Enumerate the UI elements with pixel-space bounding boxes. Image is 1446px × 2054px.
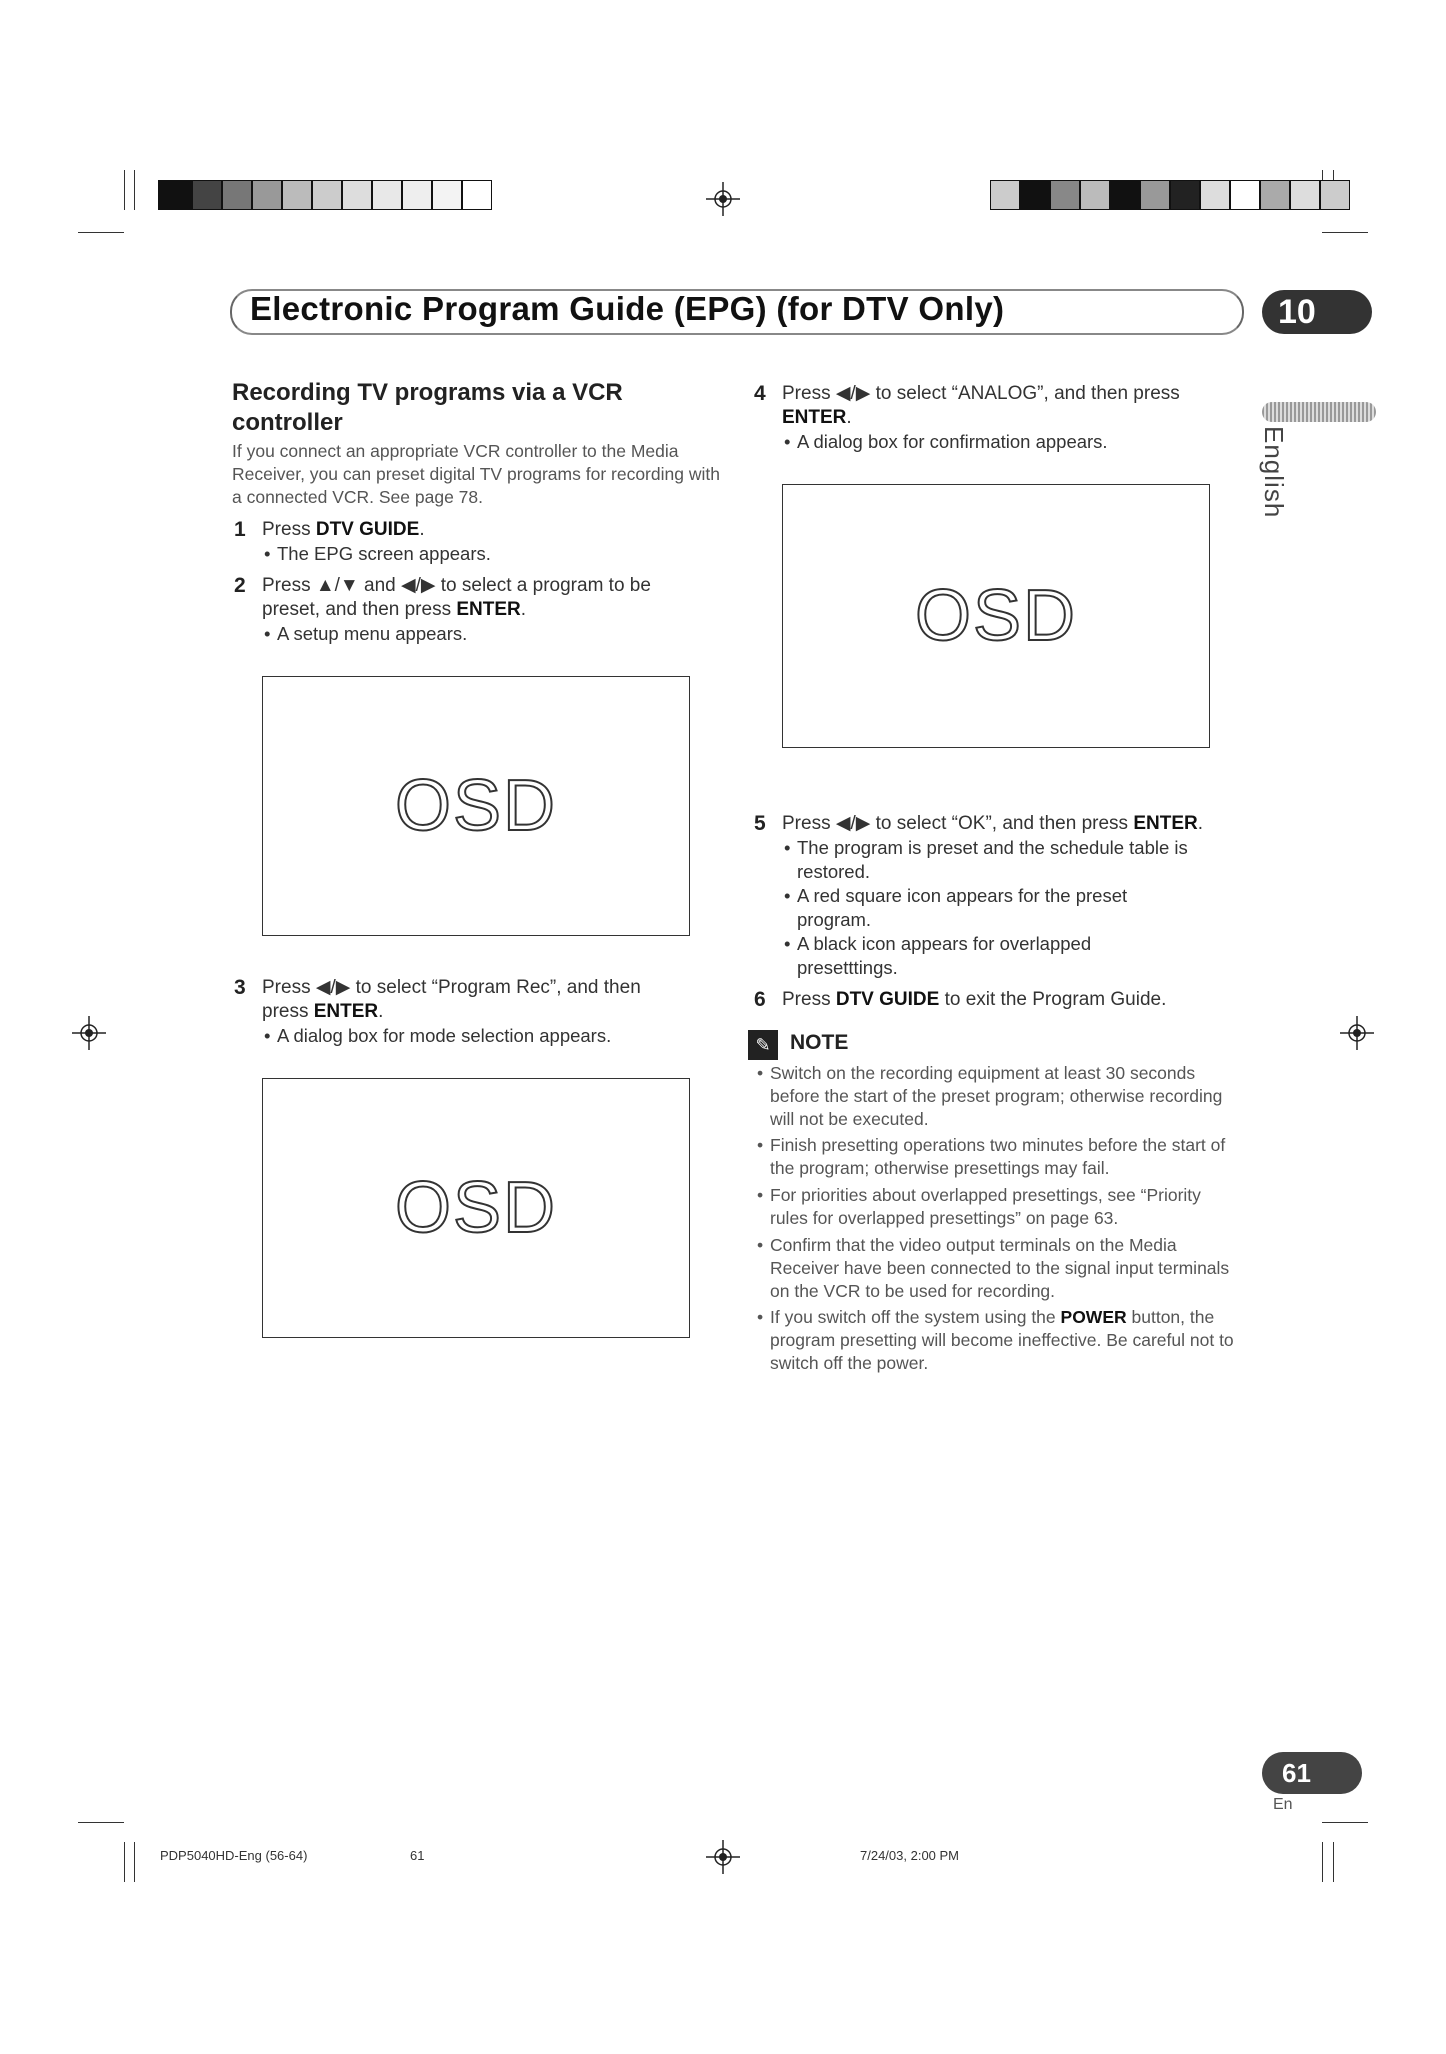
crop-mark [1322,1822,1368,1823]
step-6 [754,988,1252,1012]
step-text: Press ◀/▶ to select “ANALOG”, and then press [782,383,1180,404]
step-text: . [520,599,527,620]
crop-mark [78,1822,124,1823]
result-text: restored. [797,861,871,882]
step-1 [234,518,732,542]
step-text: . [378,1001,384,1022]
key-label: ENTER [313,1001,379,1022]
note-item [770,1306,1240,1375]
key-label: DTV GUIDE [835,989,940,1010]
step-4-result: • A dialog box for confirmation appears. [797,430,1108,454]
result-text: • A red square icon appears for the preset [797,885,1128,906]
step-text: preset, and then press [262,599,457,620]
registration-mark-icon [1340,1016,1374,1050]
result-text: • A black icon appears for overlapped [797,933,1092,954]
footer-page: 61 [410,1848,425,1863]
step-number: 3 [234,976,246,999]
crop-mark [124,170,125,210]
step-text: Press [782,989,836,1010]
section-intro: If you connect an appropriate VCR controller to the Media Receiver, you can preset digital TV programs for recording with a connected VCR. See page 78. [232,441,720,507]
step-number: 6 [754,988,766,1011]
key-label: ENTER [1133,813,1198,834]
note-text: If you switch off the system using the [770,1307,1061,1327]
step-text: . [419,519,425,540]
chapter-title: Electronic Program Guide (EPG) (for DTV Only) [250,290,1005,327]
footer-timestamp: 7/24/03, 2:00 PM [860,1848,960,1863]
key-label: ENTER [782,407,847,428]
step-text: Press ◀/▶ to select “OK”, and then press [782,813,1134,834]
crop-mark [134,170,135,210]
osd-screen-placeholder: OSD [262,676,690,936]
result-text: program. [797,909,872,930]
step-text: Press ◀/▶ to select “Program Rec”, and then [262,977,641,998]
step-5-result [797,884,1237,932]
crop-mark [1322,1842,1323,1882]
step-3 [234,976,732,1024]
crop-mark [78,232,124,233]
footer-filename: PDP5040HD-Eng (56-64) [160,1848,308,1863]
crop-mark [134,1842,135,1882]
registration-mark-icon [706,182,740,216]
section-title: Recording TV programs via a VCR controller [232,379,623,436]
step-number: 2 [234,574,246,597]
step-4 [754,382,1252,430]
page-language-code: En [1273,1796,1293,1813]
note-item: • Confirm that the video output terminals on the Media Receiver have been connected to the signal input terminals on the VCR to be used for recording. [770,1234,1240,1303]
step-number: 1 [234,518,246,541]
step-text: to exit the Program Guide. [939,989,1167,1010]
calibration-bar-left [158,180,492,210]
note-item: • Finish presetting operations two minutes before the start of the program; otherwise presettings may fail. [770,1134,1240,1180]
crop-mark [1333,1842,1334,1882]
step-text: press [262,1001,314,1022]
step-2 [234,574,732,622]
key-label: ENTER [456,599,521,620]
step-text: . [1197,813,1203,834]
chapter-number-badge: 10 [1262,290,1372,334]
step-number: 5 [754,812,766,835]
key-label: DTV GUIDE [315,519,420,540]
step-text: Press ▲/▼ and ◀/▶ to select a program to be [262,575,651,596]
result-text: • The program is preset and the schedule table is [797,837,1188,858]
step-number: 4 [754,382,766,405]
registration-mark-icon [72,1016,106,1050]
step-text: . [846,407,852,428]
language-label: English [1259,426,1289,519]
step-5 [754,812,1252,836]
note-item: • Switch on the recording equipment at least 30 seconds before the start of the preset program; otherwise recording will not be executed. [770,1062,1240,1131]
step-text: Press [262,519,316,540]
note-pencil-icon: ✎ [748,1030,778,1060]
step-3-result: • A dialog box for mode selection appears. [277,1024,611,1048]
note-item: • For priorities about overlapped presettings, see “Priority rules for overlapped presettings” on page 63. [770,1184,1240,1230]
osd-screen-placeholder: OSD [262,1078,690,1338]
note-title: NOTE [790,1031,849,1054]
note-text: button, the program presetting will become ineffective. Be careful not to switch off the power. [770,1307,1234,1373]
page-number-badge: 61 [1262,1752,1362,1794]
step-2-result: • A setup menu appears. [277,622,467,646]
result-text: presetttings. [797,957,898,978]
crop-mark [1322,232,1368,233]
step-5-result [797,836,1237,884]
calibration-bar-right [990,180,1350,210]
step-1-result: • The EPG screen appears. [277,542,491,566]
key-label: POWER [1060,1307,1127,1327]
step-5-result [797,932,1237,980]
registration-mark-icon [706,1840,740,1874]
crop-mark [124,1842,125,1882]
language-tab [1262,402,1376,422]
osd-screen-placeholder: OSD [782,484,1210,748]
